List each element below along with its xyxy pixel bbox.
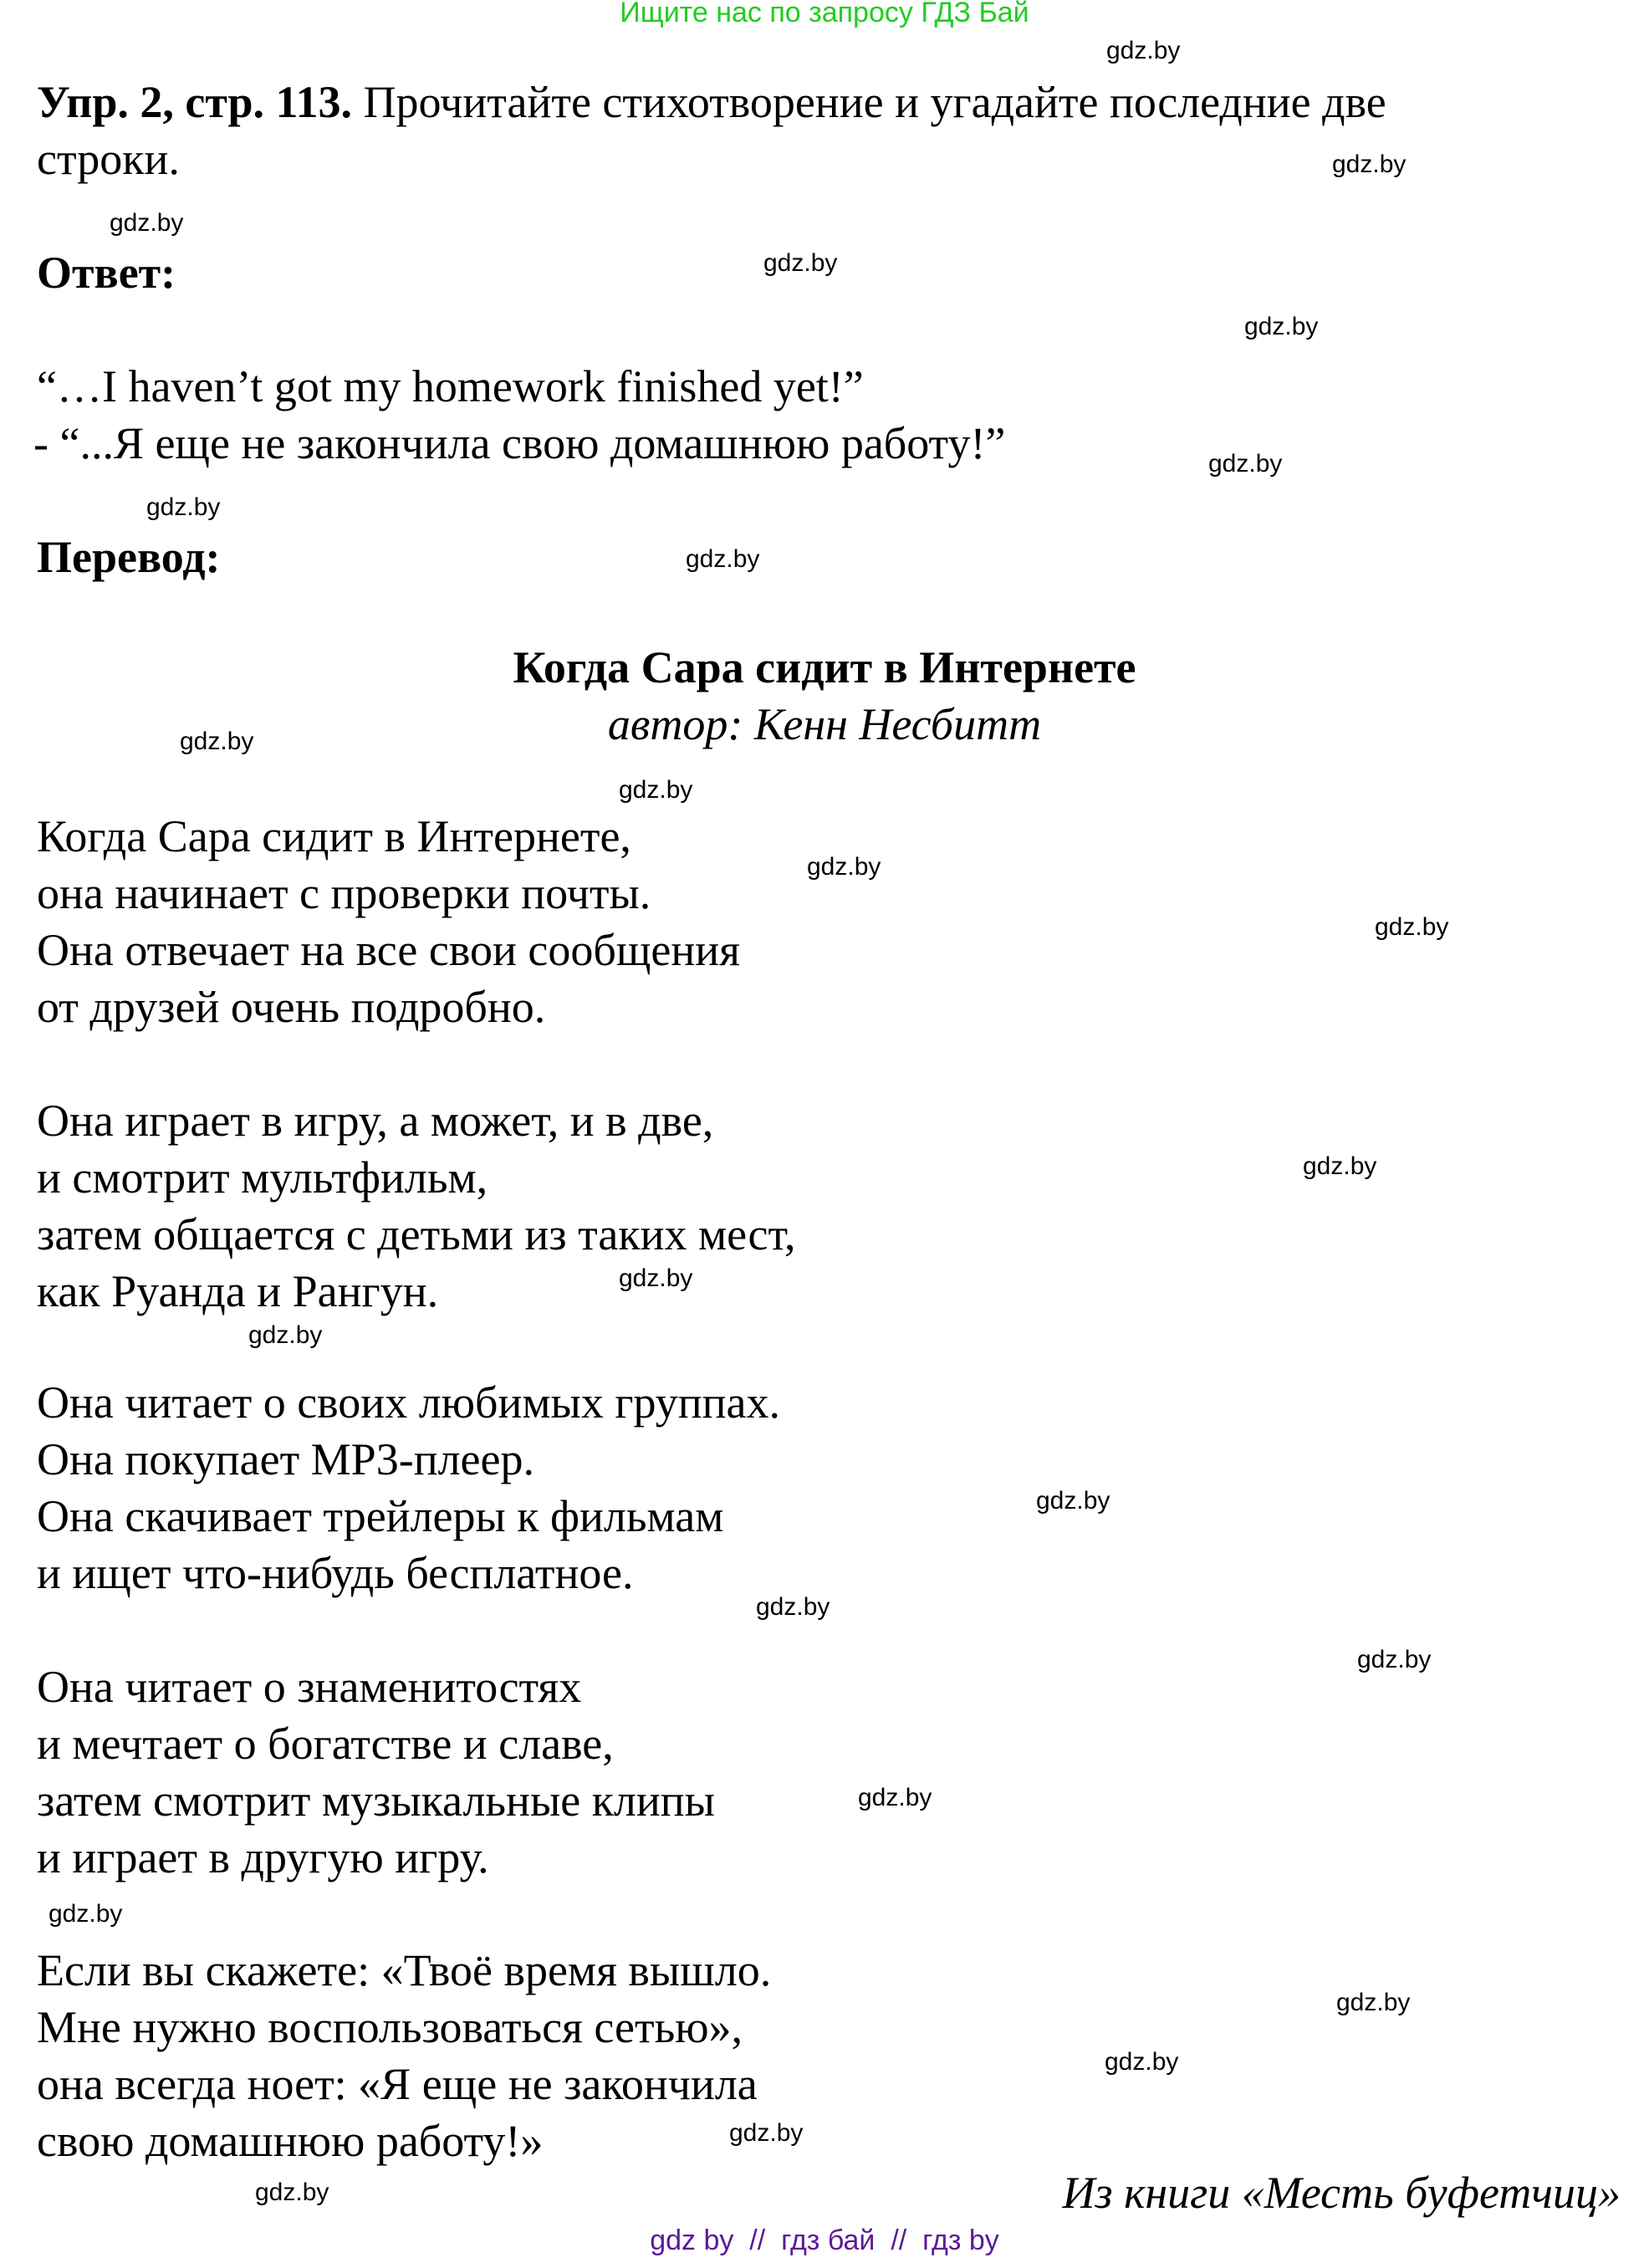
watermark: gdz.by	[763, 249, 838, 277]
answer-heading: Ответ:	[37, 248, 176, 298]
stanza-4	[37, 1658, 715, 1886]
watermark: gdz.by	[248, 1321, 323, 1349]
poem-line: она начинает с проверки почты.	[37, 868, 651, 918]
poem-line: Она отвечает на все свои сообщения	[37, 925, 741, 975]
poem-line: Мне нужно воспользоваться сетью»,	[37, 2002, 743, 2052]
watermark: gdz.by	[729, 2119, 804, 2147]
poem-line: как Руанда и Рангун.	[37, 1266, 439, 1316]
task-line-1	[37, 74, 1386, 130]
poem-line: и мечтает о богатстве и славе,	[37, 1719, 614, 1769]
answer-russian: - “...Я еще не закончила свою домашнюю работу!”	[33, 418, 1006, 468]
poem-line: Она играет в игру, а может, и в две,	[37, 1096, 714, 1146]
watermark: gdz.by	[255, 2179, 329, 2206]
poem-line: Она читает о своих любимых группах.	[37, 1377, 781, 1428]
watermark: gdz.by	[619, 776, 693, 804]
watermark: gdz.by	[146, 493, 221, 521]
search-banner: Ищите нас по запросу ГДЗ Бай	[620, 0, 1029, 28]
task-label: Упр. 2, стр. 113.	[37, 77, 353, 127]
poem-line: и смотрит мультфильм,	[37, 1152, 488, 1203]
task-text: Прочитайте стихотворение и угадайте последние две	[352, 77, 1386, 127]
watermark: gdz.by	[756, 1593, 830, 1621]
poem-author: автор: Кенн Несбитт	[607, 699, 1042, 749]
watermark: gdz.by	[1106, 37, 1181, 64]
stanza-5	[37, 1942, 771, 2169]
watermark: gdz.by	[858, 1784, 932, 1811]
stanza-3	[37, 1374, 780, 1601]
watermark: gdz.by	[619, 1264, 693, 1292]
poem-line: она всегда ноет: «Я еще не закончила	[37, 2059, 758, 2109]
stanza-1	[37, 808, 740, 1035]
watermark: gdz.by	[1105, 2048, 1179, 2076]
watermark: gdz.by	[48, 1900, 123, 1928]
watermark: gdz.by	[807, 853, 881, 881]
watermark: gdz.by	[180, 728, 254, 755]
poem-line: и ищет что-нибудь бесплатное.	[37, 1548, 634, 1598]
watermark: gdz.by	[1332, 151, 1406, 178]
watermark: gdz.by	[1357, 1646, 1432, 1673]
watermark: gdz.by	[1244, 313, 1319, 340]
poem-line: от друзей очень подробно.	[37, 982, 546, 1032]
translation-heading: Перевод:	[37, 532, 221, 582]
poem-line: затем смотрит музыкальные клипы	[37, 1775, 715, 1826]
watermark: gdz.by	[1375, 913, 1449, 941]
poem-source: Из книги «Месть буфетчиц»	[1062, 2168, 1621, 2218]
poem-line: Она читает о знаменитостях	[37, 1662, 582, 1712]
footer-links[interactable]: gdz by // гдз бай // гдз by	[650, 2225, 999, 2256]
poem-line: Если вы скажете: «Твоё время вышло.	[37, 1945, 772, 1995]
watermark: gdz.by	[1208, 450, 1283, 478]
watermark: gdz.by	[110, 209, 184, 237]
answer-english: “…I haven’t got my homework finished yet!”	[37, 361, 864, 411]
watermark: gdz.by	[1303, 1152, 1377, 1180]
watermark: gdz.by	[1036, 1487, 1110, 1515]
watermark: gdz.by	[1336, 1989, 1411, 2016]
poem-line: свою домашнюю работу!»	[37, 2116, 544, 2166]
watermark: gdz.by	[686, 545, 760, 573]
poem-line: Она покупает MP3-плеер.	[37, 1434, 534, 1484]
poem-line: затем общается с детьми из таких мест,	[37, 1209, 796, 1259]
poem-title: Когда Сара сидит в Интернете	[513, 642, 1136, 692]
task-line-2: строки.	[37, 134, 180, 184]
poem-line: Когда Сара сидит в Интернете,	[37, 811, 631, 861]
poem-line: и играет в другую игру.	[37, 1832, 489, 1882]
poem-line: Она скачивает трейлеры к фильмам	[37, 1491, 724, 1541]
